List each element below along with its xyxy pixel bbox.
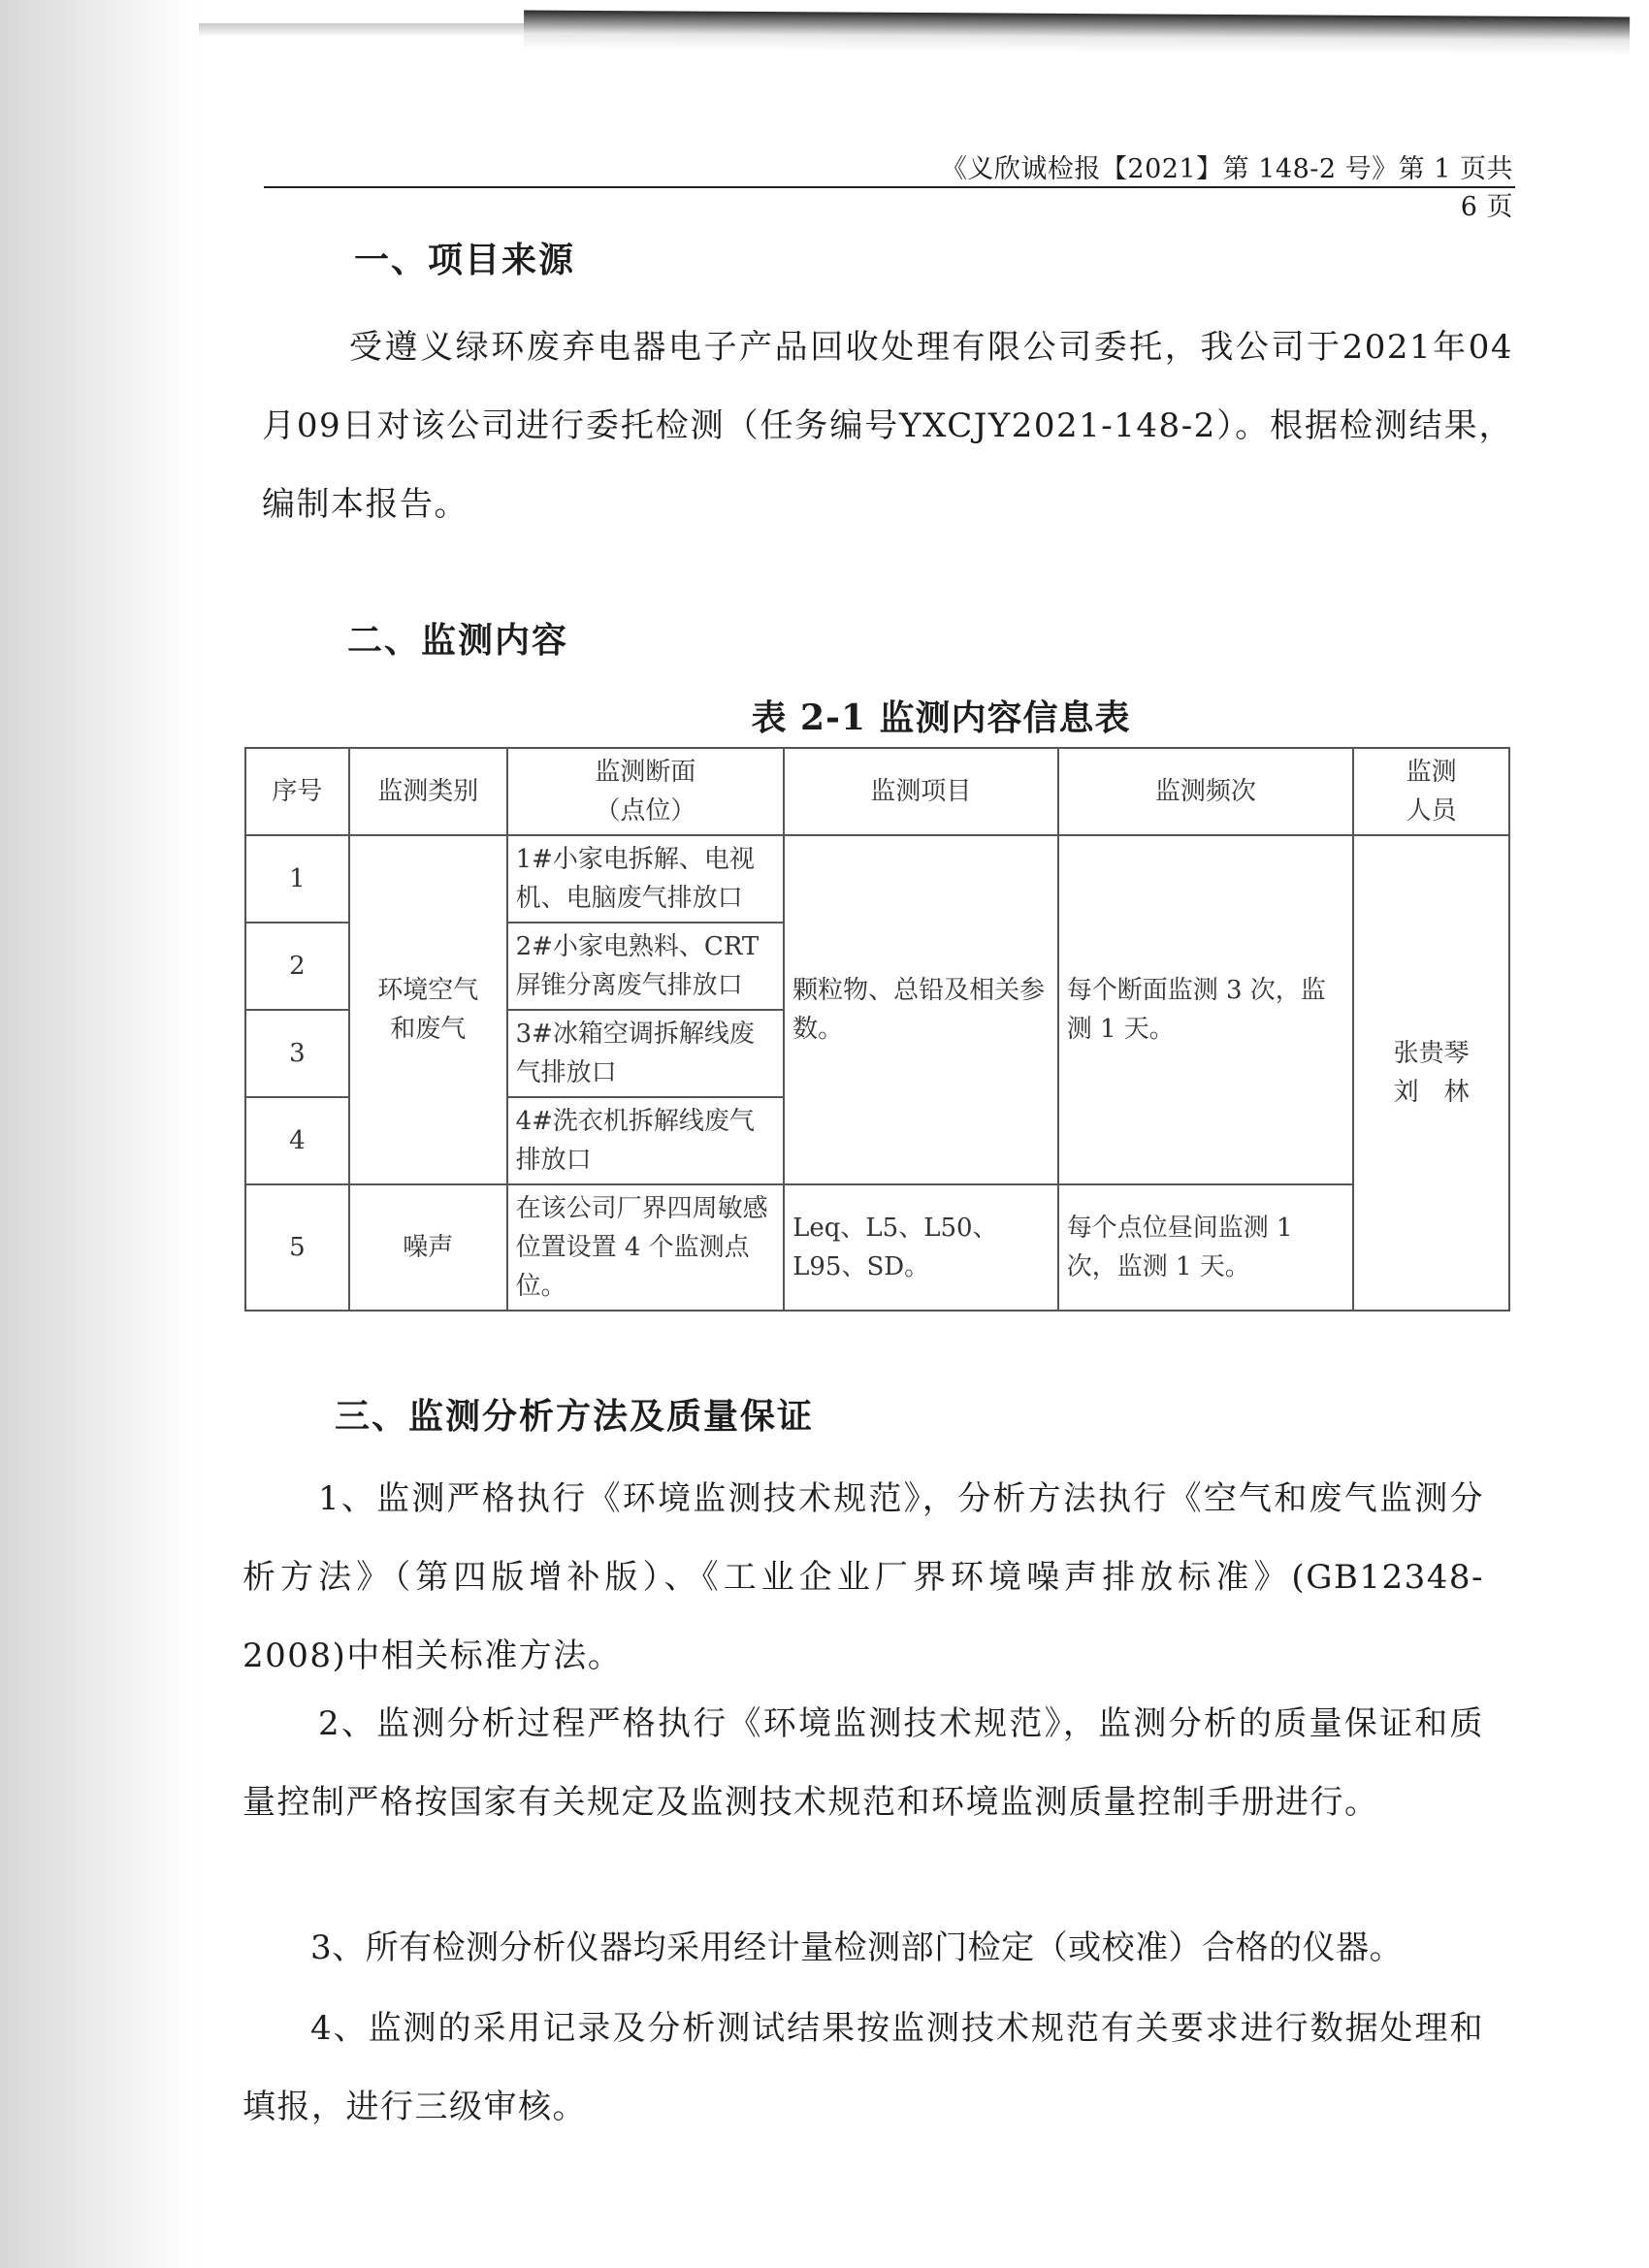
header-items: 监测项目 xyxy=(784,748,1058,835)
row-number: 2 xyxy=(245,923,349,1010)
monitoring-point: 3#冰箱空调拆解线废气排放口 xyxy=(507,1010,785,1097)
header-frequency: 监测频次 xyxy=(1058,748,1353,835)
row-number: 3 xyxy=(245,1010,349,1097)
document-reference: 《义欣诚检报【2021】第 148-2 号》第 1 页共 6 页 xyxy=(940,154,1513,222)
table-title: 表 2-1 监测内容信息表 xyxy=(751,697,1131,738)
table-row xyxy=(245,1184,1509,1311)
table-header-row xyxy=(245,748,1509,835)
method-paragraph-3: 3、所有检测分析仪器均采用经计量检测部门检定（或校准）合格的仪器。 xyxy=(310,1928,1404,1967)
project-source-paragraph: 受遵义绿环废弃电器电子产品回收处理有限公司委托，我公司于2021年04月09日对该公司进行委托检测（任务编号YXCJY2021-148-2）。根据检测结果，编制本报告。 xyxy=(262,328,1513,524)
scan-shadow-top-left xyxy=(199,23,548,37)
section-heading-monitoring-content: 二、监测内容 xyxy=(347,620,569,661)
scan-shadow-left xyxy=(0,0,199,2268)
monitoring-info-table xyxy=(244,747,1510,1312)
monitoring-point: 4#洗衣机拆解线废气排放口 xyxy=(507,1097,785,1184)
scan-shadow-top xyxy=(524,11,1630,56)
table-row xyxy=(245,835,1509,923)
noise-frequency: 每个点位昼间监测 1 次，监测 1 天。 xyxy=(1058,1184,1353,1311)
personnel: 张贵琴 刘 林 xyxy=(1353,835,1509,1311)
method-paragraph-1: 1、监测严格执行《环境监测技术规范》，分析方法执行《空气和废气监测分析方法》（第四版增补版）、《工业企业厂界环境噪声排放标准》(GB12348-2008)中相关标准方法。 xyxy=(242,1479,1484,1675)
category-air: 环境空气 和废气 xyxy=(349,835,507,1184)
row-number: 5 xyxy=(245,1184,349,1311)
method-paragraph-4: 4、监测的采用记录及分析测试结果按监测技术规范有关要求进行数据处理和填报，进行三级审核。 xyxy=(242,2009,1484,2126)
header-point: 监测断面 （点位） xyxy=(507,748,785,835)
monitoring-point: 2#小家电熟料、CRT屏锥分离废气排放口 xyxy=(507,923,785,1010)
method-paragraph-2: 2、监测分析过程严格执行《环境监测技术规范》，监测分析的质量保证和质量控制严格按国家有关规定及监测技术规范和环境监测质量控制手册进行。 xyxy=(242,1704,1484,1822)
air-frequency: 每个断面监测 3 次，监测 1 天。 xyxy=(1058,835,1353,1184)
section-heading-analysis-methods: 三、监测分析方法及质量保证 xyxy=(335,1396,815,1437)
noise-items: Leq、L5、L50、L95、SD。 xyxy=(784,1184,1058,1311)
category-noise: 噪声 xyxy=(349,1184,507,1311)
header-personnel: 监测 人员 xyxy=(1353,748,1509,835)
monitoring-point: 在该公司厂界四周敏感位置设置 4 个监测点位。 xyxy=(507,1184,785,1311)
monitoring-point: 1#小家电拆解、电视机、电脑废气排放口 xyxy=(507,835,785,923)
section-heading-project-source: 一、项目来源 xyxy=(354,240,576,280)
row-number: 4 xyxy=(245,1097,349,1184)
header-category: 监测类别 xyxy=(349,748,507,835)
header-seq: 序号 xyxy=(245,748,349,835)
air-items: 颗粒物、总铅及相关参数。 xyxy=(784,835,1058,1184)
row-number: 1 xyxy=(245,835,349,923)
header-rule xyxy=(264,186,1515,188)
